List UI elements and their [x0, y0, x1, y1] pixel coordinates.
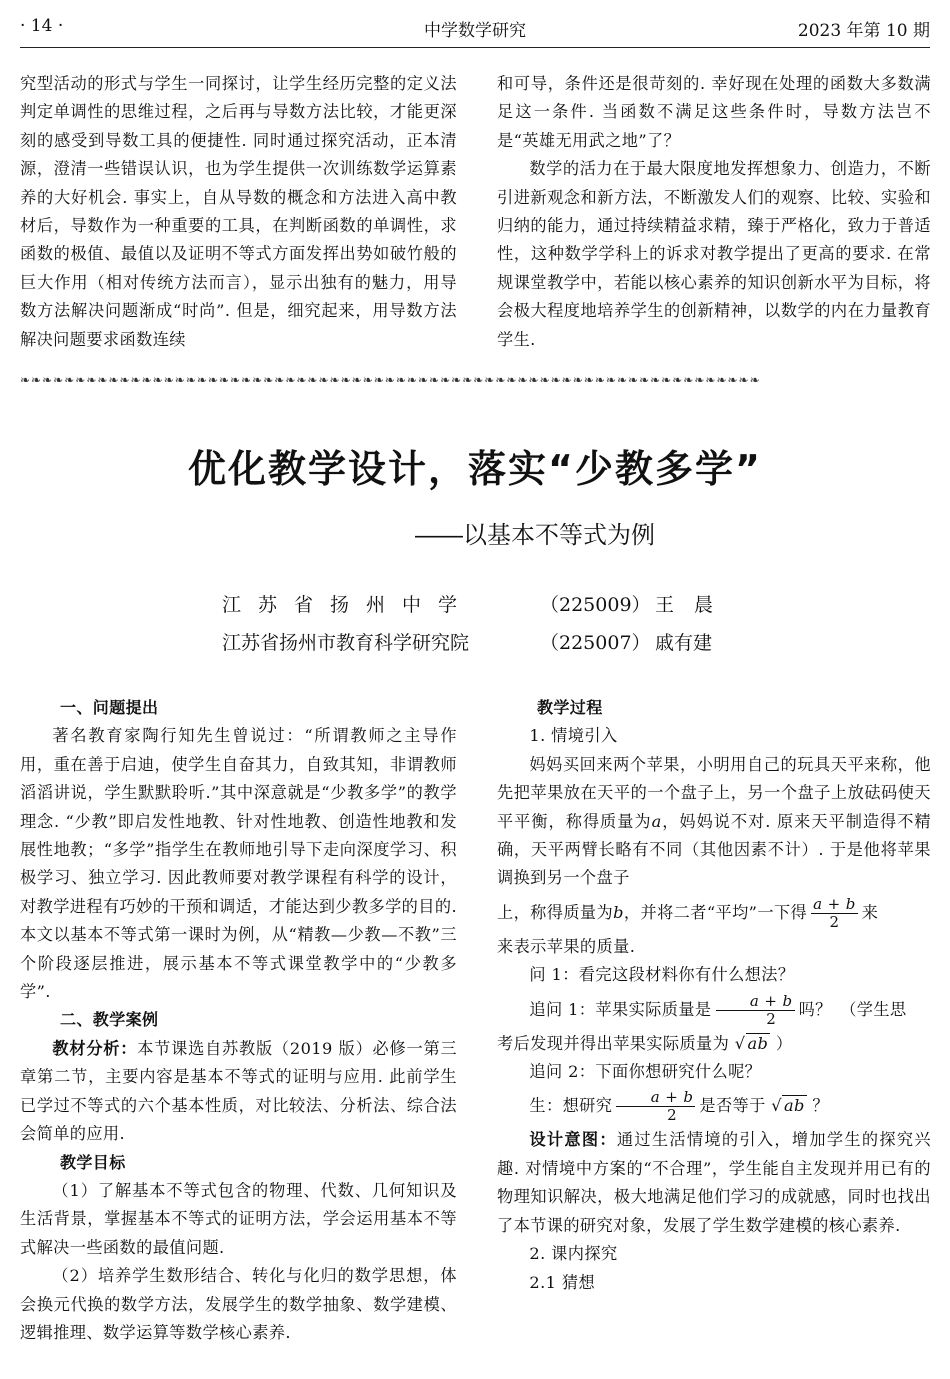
- question-1: 问 1：看完这段材料你有什么想法？: [529, 965, 795, 985]
- answer-text: ？: [812, 1096, 829, 1116]
- radicand: ab: [747, 1033, 769, 1053]
- scenario-text: 上，称得质量为: [497, 902, 614, 922]
- issue-label: 2023 年第 10 期: [797, 21, 930, 41]
- running-header: [20, 14, 930, 42]
- fraction-numerator: a + b: [813, 894, 856, 913]
- material-analysis-label: 教材分析：: [52, 1038, 138, 1058]
- answer-text: 考后发现并得出苹果实际质量为: [497, 1033, 730, 1053]
- prev-article-paragraph: 和可导，条件还是很苛刻的. 幸好现在处理的函数大多数满足这一条件. 当函数不满足这些条件时，导数方法岂不是“英雄无用武之地”了？: [497, 74, 931, 150]
- author-institution: 江苏省扬州市教育科学研究院: [222, 632, 470, 654]
- author-postcode: （225009）: [540, 594, 651, 616]
- design-intent-paragraph: [497, 1126, 931, 1240]
- prev-article-right-column: [497, 70, 931, 354]
- question-text: 吗？ （学生思: [798, 999, 907, 1019]
- prev-article-text: 究型活动的形式与学生一同探讨，让学生经历完整的定义法判定单调性的思维过程，之后再与导数方法比较，才能更深刻的感受到导数工具的便捷性. 同时通过探究活动，正本清源，澄清一些错误认识，也为学生提供一次训练数学运算素养的大好机会. 事实上，自从导数的概念和方法进入高中教材后，导数作为一种重要的工具，在判断函数的单调性，求函数的极值、最值以及证明不等式方面发挥出势如破竹般的巨大作用（相对传统方法而言），显示出独有的魅力，用导数方法解决问题渐成“时尚”. 但是，细究起来，用导数方法解决问题要求函数连续: [20, 74, 457, 349]
- fraction-denominator: 2: [766, 1009, 777, 1028]
- scenario-text: ，妈妈说不对. 原来天平制造得不精确，天平两臂长略有不同（其他因素不计）. 于是他将苹果调换到另一个盘子: [497, 811, 931, 888]
- scenario-text: ，并将二者“平均”一下得: [623, 902, 808, 922]
- answer-text: ）: [775, 1033, 793, 1053]
- body-left-column: [20, 694, 457, 1347]
- header-rule: [20, 47, 930, 48]
- section-heading: 一、问题提出: [60, 698, 159, 717]
- material-analysis-paragraph: [20, 1035, 457, 1149]
- fraction-denominator: 2: [829, 912, 840, 931]
- author-name: 王晨: [655, 594, 734, 616]
- article-title: 优化教学设计，落实“少教多学”: [188, 447, 762, 491]
- author-institution: 江苏省扬州中学: [222, 594, 475, 616]
- decorative-divider: ❧❧❧❧❧❧❧❧❧❧❧❧❧❧❧❧❧❧❧❧❧❧❧❧❧❧❧❧❧❧❧❧❧❧❧❧❧❧❧❧❧❧❧❧❧❧❧❧❧❧❧❧❧❧❧❧❧❧❧❧❧❧❧❧❧❧❧: [20, 373, 761, 387]
- fraction-average: [811, 896, 858, 931]
- scenario-text-end: [497, 933, 931, 961]
- answer-text: 是否等于: [699, 1096, 766, 1116]
- prev-article-left-column: [20, 70, 457, 354]
- material-analysis-text: 本节课选自苏教版（2019 版）必修一第三章第二节，主要内容是基本不等式的证明与应用. 此前学生已学过不等式的六个基本性质，对比较法、分析法、综合法会简单的应用.: [20, 1038, 457, 1144]
- substep-heading: 2.1 猜想: [529, 1272, 596, 1292]
- goal-paragraph: （2）培养学生数形结合、转化与化归的数学思想，体会换元代换的数学方法，发展学生的数学抽象、数学建模、逻辑推理、数学运算等数学核心素养.: [20, 1266, 457, 1342]
- variable-a: a: [651, 811, 662, 831]
- fraction-numerator: a + b: [616, 1089, 695, 1107]
- follow-up-answer: [497, 1030, 931, 1058]
- design-intent-text: 通过生活情境的引入，增加学生的探究兴趣. 对情境中方案的“不合理”，学生能自主发现并用已有的物理知识解决，极大地满足他们学习的成就感，同时也找出了本节课的研究对象，发展了学生数学建模的核心素养.: [497, 1130, 932, 1235]
- follow-up-question-2: 追问 2：下面你想研究什么呢？: [529, 1062, 762, 1082]
- body-right-column: [497, 694, 931, 1297]
- follow-up-question-1: [497, 990, 931, 1030]
- scenario-paragraph: [497, 751, 931, 893]
- step-heading: 2. 课内探究: [529, 1244, 618, 1264]
- student-answer: [497, 1086, 931, 1126]
- scenario-math-line: 上，称得质量为b，并将二者“平均”一下得 $\frac{a + b}{2}$ 来: [497, 894, 879, 931]
- scenario-text: 来表示苹果的质量.: [497, 936, 636, 956]
- sqrt-ab: √ ab: [771, 1096, 805, 1116]
- author-name: 戚有建: [655, 632, 713, 654]
- fraction-denominator: 2: [667, 1106, 678, 1125]
- goal-paragraph: （1）了解基本不等式包含的物理、代数、几何知识及生活背景，掌握基本不等式的证明方法，学会运用基本不等式解决一些函数的最值问题.: [20, 1180, 457, 1257]
- answer-text: 生：想研究: [529, 1096, 613, 1116]
- body-paragraph: 著名教育家陶行知先生曾说过：“所谓教师之主导作用，重在善于启迪，使学生自奋其力，自致其知，非谓教师滔滔讲说，学生默默聆听.”其中深意就是“少教多学”的教学理念. “少教”即启发性地教、针对性地教、创造性地教和发展性地教；“多学”指学生在教师地引导下走向深度学习、积极学习、独立学习. 因此教师要对教学课程有科学的设计，对教学进程有巧妙的干预和调适，才能达到少教多学的目的. 本文以基本不等式第一课时为例，从“精教—少教—不教”三个阶段逐层推进，展示基本不等式课堂教学中的“少教多学”.: [20, 726, 457, 1002]
- page-number: · 14 ·: [20, 16, 64, 36]
- radicand: ab: [784, 1096, 805, 1116]
- author-postcode: （225007）: [540, 632, 651, 654]
- question-text: 追问 1：苹果实际质量是: [529, 999, 712, 1019]
- variable-b: b: [613, 902, 624, 922]
- fraction-average: [716, 993, 795, 1028]
- section-heading: 二、教学案例: [60, 1010, 159, 1030]
- prev-article-paragraph: 数学的活力在于最大限度地发挥想象力、创造力，不断引进新观念和新方法，不断激发人们的观察、比较、实验和归纳的能力，通过持续精益求精，臻于严格化，致力于普适性，这种数学学科上的诉求对教学提出了更高的要求. 在常规课堂教学中，若能以核心素养的知识创新水平为目标，将会极大程度地培养学生的创新精神，以数学的内在力量教育学生.: [497, 159, 931, 349]
- section-heading: 教学过程: [537, 698, 603, 717]
- fraction-numerator: a + b: [716, 993, 795, 1011]
- design-intent-label: 设计意图：: [529, 1130, 617, 1150]
- fraction-average: [616, 1089, 695, 1124]
- article-subtitle: ——以基本不等式为例: [415, 522, 655, 549]
- subsection-heading: 教学目标: [60, 1152, 126, 1172]
- scenario-text: 妈妈买回来两个苹果，小明用自己的玩具天平来称，他先把苹果放在天平的一个盘子上，另一个盘子上放砝码使天平平衡，称得质量为: [497, 754, 931, 831]
- step-heading: 1. 情境引入: [529, 726, 618, 746]
- journal-name: 中学数学研究: [424, 21, 526, 41]
- sqrt-ab: √ ab: [734, 1033, 769, 1053]
